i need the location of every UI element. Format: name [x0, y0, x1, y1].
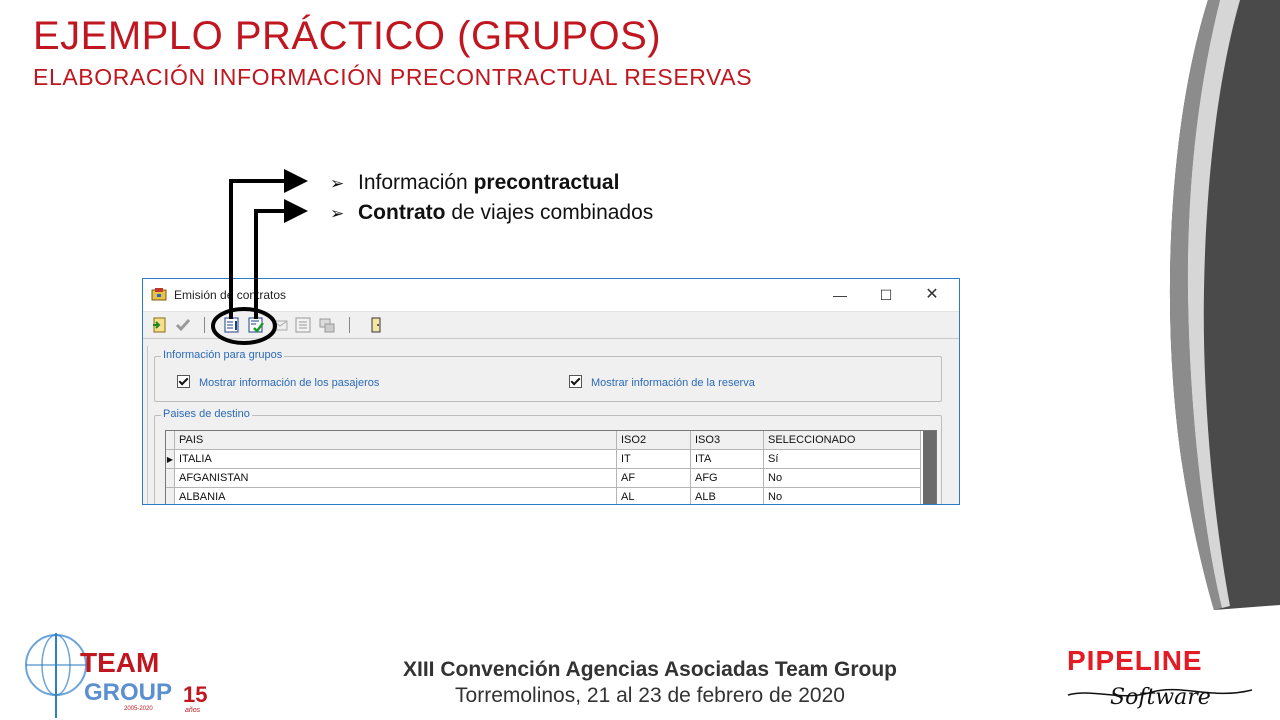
- destination-countries-panel: [154, 408, 942, 505]
- grid-scrollbar[interactable]: [923, 431, 936, 505]
- table-row[interactable]: [166, 450, 921, 469]
- show-passengers-label: Mostrar información de los pasajeros: [199, 377, 380, 389]
- callout-contrato: [330, 198, 653, 228]
- arrow-bullet-icon: ➢: [330, 204, 345, 223]
- close-button[interactable]: ✕: [925, 286, 939, 303]
- decorative-swoosh: [1150, 0, 1280, 620]
- checkbox-checked-icon[interactable]: [177, 375, 190, 388]
- countries-grid: [165, 430, 937, 505]
- precontract-info-icon[interactable]: [223, 316, 241, 334]
- table-row[interactable]: [166, 488, 921, 506]
- group-info-legend: Información para grupos: [163, 349, 283, 361]
- show-booking-checkbox[interactable]: [569, 375, 755, 389]
- column-header-iso2[interactable]: ISO2: [617, 431, 691, 450]
- cell-iso3[interactable]: ITA: [691, 450, 764, 469]
- software-logo-text: Software: [1110, 685, 1211, 710]
- grid-header-row: [166, 431, 921, 450]
- maximize-button[interactable]: ☐: [879, 287, 893, 303]
- slide-subtitle: ELABORACIÓN INFORMACIÓN PRECONTRACTUAL RESERVAS: [33, 64, 753, 90]
- team-group-logo: [18, 630, 218, 720]
- cell-iso2[interactable]: IT: [617, 450, 691, 469]
- cell-seleccionado[interactable]: No: [764, 469, 921, 488]
- checkbox-checked-icon[interactable]: [569, 375, 582, 388]
- cell-iso3[interactable]: ALB: [691, 488, 764, 506]
- footer-subtitle: Torremolinos, 21 al 23 de febrero de 2020: [455, 684, 845, 707]
- team-logo-text: TEAM: [80, 647, 160, 678]
- slide-title: EJEMPLO PRÁCTICO (GRUPOS): [33, 14, 662, 58]
- column-header-pais[interactable]: PAIS: [175, 431, 617, 450]
- pipeline-logo-text: PIPELINE: [1067, 645, 1203, 676]
- window-title: Emisión de contratos: [174, 288, 287, 302]
- preview-icon[interactable]: [318, 316, 336, 334]
- callout-tail: de viajes combinados: [445, 201, 654, 224]
- show-booking-label: Mostrar información de la reserva: [591, 377, 755, 389]
- team-anniversary-number: 15: [183, 682, 208, 707]
- cell-seleccionado[interactable]: No: [764, 488, 921, 506]
- table-row[interactable]: [166, 469, 921, 488]
- current-row-indicator-icon: ▶: [166, 450, 175, 469]
- contract-emission-window: [142, 278, 960, 505]
- check-icon[interactable]: [174, 316, 192, 334]
- app-icon: [151, 287, 167, 301]
- window-content: [147, 346, 951, 504]
- team-anniversary-years: años: [185, 707, 201, 714]
- callout-list: [330, 168, 653, 228]
- email-icon[interactable]: [271, 316, 289, 334]
- row-indicator: [166, 431, 175, 450]
- callout-bold: Contrato: [358, 201, 446, 224]
- group-logo-text: GROUP: [84, 679, 173, 706]
- cell-pais[interactable]: ITALIA: [175, 450, 617, 469]
- toolbar-separator: [349, 317, 350, 333]
- team-year-range: 2005-2020: [124, 706, 153, 712]
- cell-seleccionado[interactable]: Sí: [764, 450, 921, 469]
- cell-pais[interactable]: AFGANISTAN: [175, 469, 617, 488]
- destination-countries-legend: Paises de destino: [163, 408, 250, 420]
- callout-bold: precontractual: [473, 171, 620, 194]
- column-header-iso3[interactable]: ISO3: [691, 431, 764, 450]
- pipeline-software-logo: [1062, 640, 1262, 720]
- show-passengers-checkbox[interactable]: [177, 375, 379, 389]
- cell-iso2[interactable]: AL: [617, 488, 691, 506]
- cell-iso2[interactable]: AF: [617, 469, 691, 488]
- toolbar-separator: [204, 317, 205, 333]
- row-indicator: [166, 488, 175, 506]
- toolbar: [143, 312, 959, 339]
- column-header-seleccionado[interactable]: SELECCIONADO: [764, 431, 921, 450]
- arrow-bullet-icon: ➢: [330, 174, 345, 193]
- exit-icon[interactable]: [151, 316, 169, 334]
- cell-pais[interactable]: ALBANIA: [175, 488, 617, 506]
- callout-text: Información: [358, 171, 474, 194]
- door-icon[interactable]: [367, 316, 385, 334]
- footer-title: XIII Convención Agencias Asociadas Team Group: [402, 658, 897, 681]
- cell-iso3[interactable]: AFG: [691, 469, 764, 488]
- group-info-panel: [154, 349, 942, 402]
- callout-precontractual: [330, 168, 653, 198]
- list-icon[interactable]: [294, 316, 312, 334]
- window-titlebar[interactable]: [143, 279, 959, 312]
- row-indicator: [166, 469, 175, 488]
- minimize-button[interactable]: —: [833, 287, 847, 303]
- contract-icon[interactable]: [247, 316, 265, 334]
